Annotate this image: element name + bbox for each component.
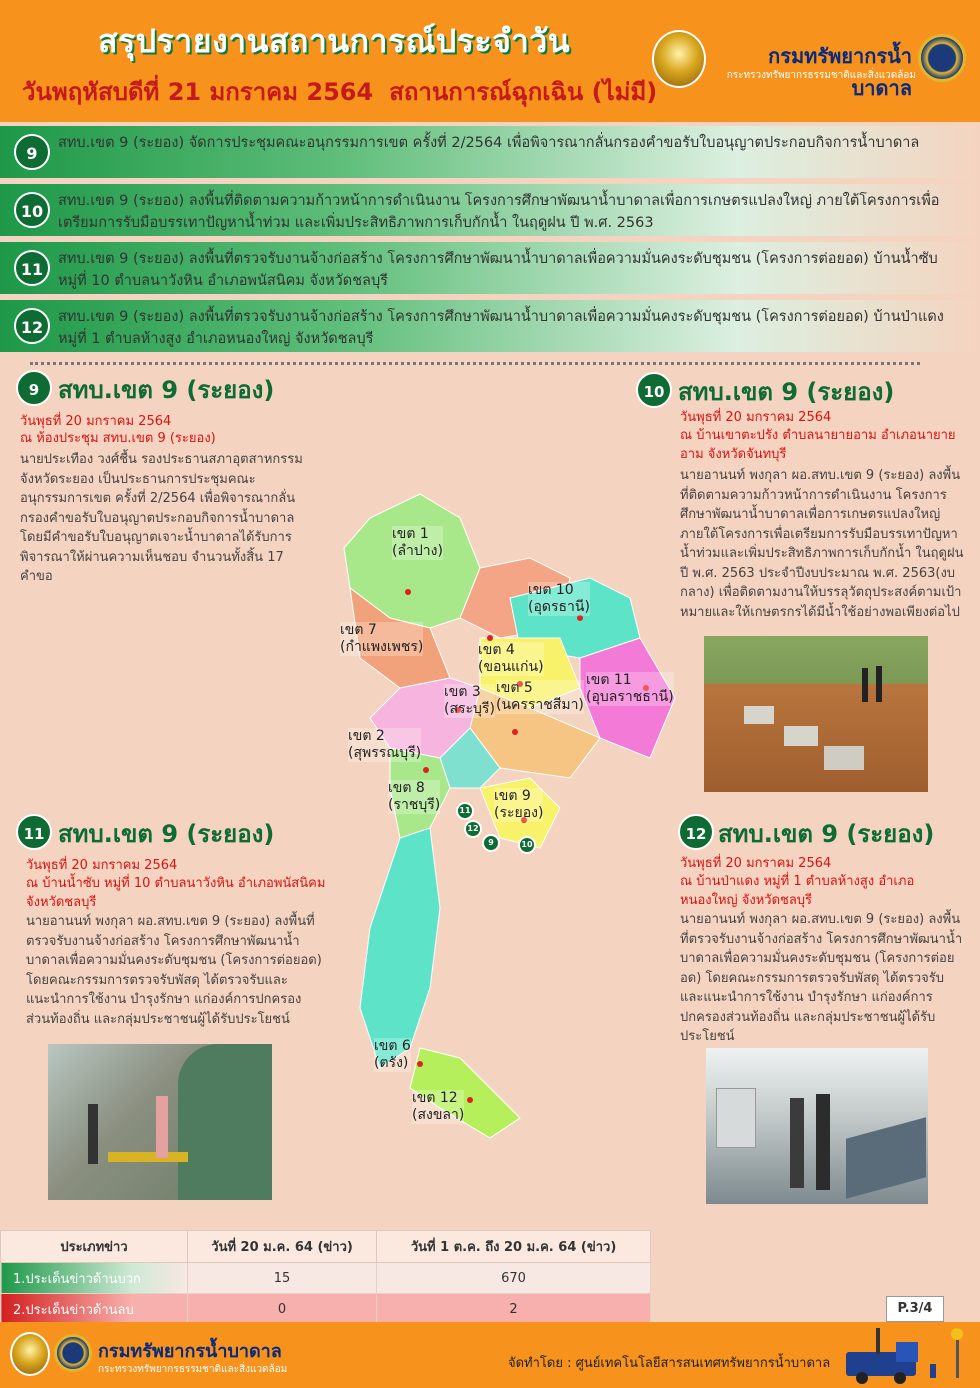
map-label	[496, 680, 584, 714]
map-pin: 9	[482, 834, 500, 852]
section-title: สทบ.เขต 9 (ระยอง)	[58, 376, 275, 404]
concrete-block	[744, 706, 774, 724]
row-category: 2.ประเด็นข่าวด้านลบ	[1, 1294, 188, 1325]
news-item	[0, 184, 980, 236]
column-header: วันที่ 20 ม.ค. 64 (ข่าว)	[187, 1231, 376, 1263]
section-number: 11	[16, 814, 52, 850]
news-number: 10	[14, 192, 50, 228]
person-figure	[862, 668, 868, 702]
zone-8-province: (ราชบุรี)	[388, 797, 441, 813]
news-text: สทบ.เขต 9 (ระยอง) ลงพื้นที่ตรวจรับงานจ้างก่อสร้าง โครงการศึกษาพัฒนาน้ำบาดาลเพื่อความมั่นคงระดับชุมชน (โครงการต่อยอด) บ้านน้ำซับ หมู่ที่ 10 ตำบลนาวังหิน อำเภอพนัสนิคม จังหวัดชลบุรี	[58, 251, 938, 289]
map-label	[528, 582, 590, 616]
concrete-block	[824, 746, 864, 770]
zone-2-label: เขต 2	[348, 728, 385, 744]
column-header: วันที่ 1 ต.ค. ถึง 20 ม.ค. 64 (ข่าว)	[377, 1231, 651, 1263]
zone-5-province: (นครราชสีมา)	[496, 697, 584, 713]
zone-12-province: (สงขลา)	[412, 1107, 465, 1123]
section-body: นายอานนท์ พงกุลา ผอ.สทบ.เขต 9 (ระยอง) ลงพื้นที่ติดตามความก้าวหน้าการดำเนินงาน โครงการศึกษาพัฒนาน้ำบาดาลเพื่อการเกษตรแปลงใหญ่ ภายใต้โครงการเพื่อเตรียมการรับมือบรรเทาปัญหาน้ำท่วมและเพิ่มประสิทธิภาพการเก็บกักน้ำ ในฤดูฝน ปี พ.ศ. 2563 ประจำปีงบประมาณ พ.ศ. 2563(งบกลาง) เพื่อติดตามงานให้บรรลุวัตถุประสงค์ตามเป้าหมายและให้เกษตรกรได้มีน้ำใช้อย่างพอเพียงต่อไป	[680, 468, 964, 620]
ministry-emblem-icon	[54, 1334, 92, 1372]
row-cumulative: 2	[377, 1294, 651, 1325]
section-location: ณ ห้องประชุม สทบ.เขต 9 (ระยอง)	[20, 431, 216, 446]
news-stats-table	[0, 1230, 651, 1325]
zone-7-province: (กำแพงเพชร)	[340, 639, 424, 655]
news-number: 11	[14, 250, 50, 286]
footer-credit: จัดทำโดย : ศูนย์เทคโนโลยีสารสนเทศทรัพยากรน้ำบาดาล	[508, 1356, 831, 1371]
row-cumulative: 670	[377, 1263, 651, 1294]
map-label	[392, 526, 443, 560]
zone-2-province: (สุพรรณบุรี)	[348, 745, 422, 761]
drilling-truck-icon	[846, 1328, 966, 1384]
table-row	[1, 1294, 651, 1325]
section-date: วันพุธที่ 20 มกราคม 2564	[680, 856, 832, 871]
ministry-name: กระทรวงทรัพยากรธรรมชาติและสิ่งแวดล้อม	[726, 70, 916, 81]
water-tank	[178, 1044, 272, 1200]
site-photo-solar-panel	[706, 1048, 928, 1204]
section-divider	[30, 362, 920, 365]
section-date: วันพุธที่ 20 มกราคม 2564	[20, 414, 172, 429]
news-item	[0, 300, 980, 352]
section-date: วันพุธที่ 20 มกราคม 2564	[680, 410, 832, 425]
zone-5-label: เขต 5	[496, 680, 533, 696]
section-location: ณ บ้านเขาตะปรัง ตำบลนายายอาม อำเภอนายายอาม จังหวัดจันทบุรี	[680, 428, 956, 462]
report-date-line	[22, 72, 657, 111]
row-today: 0	[187, 1294, 376, 1325]
map-label	[374, 1038, 411, 1072]
section-number: 9	[16, 370, 52, 406]
map-label	[348, 728, 421, 762]
person-figure	[816, 1094, 830, 1190]
person-figure	[790, 1098, 804, 1188]
zone-10-label: เขต 10	[528, 582, 574, 598]
section-number: 10	[636, 372, 672, 408]
footer-ministry-name: กระทรวงทรัพยากรธรรมชาติและสิ่งแวดล้อม	[98, 1364, 288, 1375]
table-row	[1, 1263, 651, 1294]
table-header-row	[1, 1231, 651, 1263]
news-text: สทบ.เขต 9 (ระยอง) จัดการประชุมคณะอนุกรรมการเขต ครั้งที่ 2/2564 เพื่อพิจารณากลั่นกรองคำขอรับใบอนุญาตประกอบกิจการน้ำบาดาล	[58, 135, 920, 151]
zone-11-province: (อุบลราชธานี)	[586, 689, 674, 705]
control-box	[716, 1088, 756, 1148]
section-title: สทบ.เขต 9 (ระยอง)	[58, 820, 275, 848]
news-text: สทบ.เขต 9 (ระยอง) ลงพื้นที่ติดตามความก้าวหน้าการดำเนินงาน โครงการศึกษาพัฒนาน้ำบาดาลเพื่อการเกษตรแปลงใหญ่ ภายใต้โครงการเพื่อเตรียมการรับมือบรรเทาปัญหาน้ำท่วม และเพิ่มประสิทธิภาพการเก็บกักน้ำ ในฤดูฝน ปี พ.ศ. 2563	[58, 193, 940, 231]
map-label	[412, 1090, 464, 1124]
section-location: ณ บ้านป่าแดง หมู่ที่ 1 ตำบลห้างสูง อำเภอหนองใหญ่ จังหวัดชลบุรี	[680, 874, 915, 908]
map-label	[478, 642, 544, 676]
section-number: 12	[678, 814, 714, 850]
department-name: กรมทรัพยากรน้ำบาดาล	[768, 44, 912, 100]
section-body: นายประเทือง วงศ์ชื้น รองประธานสภาอุตสาหกรรมจังหวัดระยอง เป็นประธานการประชุมคณะอนุกรรมการเขต ครั้งที่ 2/2564 เพื่อพิจารณากลั่นกรองคำขอรับใบอนุญาตประกอบกิจการน้ำบาดาล โดยมีคำขอรับใบอนุญาตเจาะน้ำบาดาลได้รับการพิจารณาให้ผ่านความเห็นชอบ จำนวนทั้งสิ้น 17 คำขอ	[20, 452, 303, 584]
page-footer	[0, 1322, 980, 1388]
zone-9-label: เขต 9	[494, 788, 531, 804]
site-photo-excavation	[704, 636, 928, 792]
map-label	[494, 788, 543, 822]
department-emblem-icon	[10, 1332, 50, 1376]
zone-12-label: เขต 12	[412, 1090, 458, 1106]
zone-1-label: เขต 1	[392, 526, 429, 542]
zone-6-label: เขต 6	[374, 1038, 411, 1054]
map-pin: 12	[464, 820, 482, 838]
footer-department-name: กรมทรัพยากรน้ำบาดาล	[98, 1341, 282, 1362]
zone-3-province: (สระบุรี)	[444, 701, 495, 717]
map-label	[444, 684, 495, 718]
concrete-block	[784, 726, 818, 746]
zone-7-label: เขต 7	[340, 622, 377, 638]
person-figure	[876, 666, 882, 702]
row-category: 1.ประเด็นข่าวด้านบวก	[1, 1263, 188, 1294]
solar-panel	[846, 1117, 926, 1198]
zone-4-province: (ขอนแก่น)	[478, 659, 544, 675]
news-item	[0, 242, 980, 294]
site-photo-water-tank	[48, 1044, 272, 1200]
zone-10-province: (อุดรธานี)	[528, 599, 590, 615]
news-text: สทบ.เขต 9 (ระยอง) ลงพื้นที่ตรวจรับงานจ้างก่อสร้าง โครงการศึกษาพัฒนาน้ำบาดาลเพื่อความมั่นคงระดับชุมชน (โครงการต่อยอด) บ้านป่าแดง หมู่ที่ 1 ตำบลห้างสูง อำเภอหนองใหญ่ จังหวัดชลบุรี	[58, 309, 944, 347]
page-header	[0, 0, 980, 122]
zone-8-label: เขต 8	[388, 780, 425, 796]
department-emblem-icon	[652, 30, 706, 88]
person-figure	[156, 1096, 168, 1158]
zone-4-label: เขต 4	[478, 642, 515, 658]
report-title: สรุปรายงานสถานการณ์ประจำวัน	[98, 22, 571, 60]
zone-6-province: (ตรัง)	[374, 1055, 409, 1071]
report-date: วันพฤหัสบดีที่ 21 มกราคม 2564	[22, 78, 374, 106]
section-body: นายอานนท์ พงกุลา ผอ.สทบ.เขต 9 (ระยอง) ลงพื้นที่ตรวจรับงานจ้างก่อสร้าง โครงการศึกษาพัฒนาน้ำบาดาลเพื่อความมั่นคงระดับชุมชน (โครงการต่อยอด) โดยคณะกรรมการตรวจรับพัสดุ ได้ตรวจรับและแนะนำการใช้งาน บำรุงรักษา แก่องค์การปกครองส่วนท้องถิ่น และกลุ่มประชาชนผู้ได้รับประโยชน์	[680, 912, 963, 1044]
thailand-region-map	[330, 488, 680, 1148]
zone-9-province: (ระยอง)	[494, 805, 544, 821]
news-item	[0, 126, 980, 178]
ministry-emblem-icon	[918, 34, 966, 82]
section-body: นายอานนท์ พงกุลา ผอ.สทบ.เขต 9 (ระยอง) ลงพื้นที่ตรวจรับงานจ้างก่อสร้าง โครงการศึกษาพัฒนาน้ำบาดาลเพื่อความมั่นคงระดับชุมชน (โครงการต่อยอด) โดยคณะกรรมการตรวจรับพัสดุ ได้ตรวจรับและแนะนำการใช้งาน บำรุงรักษา แก่องค์การปกครองส่วนท้องถิ่น และกลุ่มประชาชนผู้ได้รับประโยชน์	[26, 914, 322, 1027]
zone-11-label: เขต 11	[586, 672, 632, 688]
section-date: วันพุธที่ 20 มกราคม 2564	[26, 858, 178, 873]
map-pin: 11	[456, 802, 474, 820]
news-number: 9	[14, 134, 50, 170]
zone-1-province: (ลำปาง)	[392, 543, 443, 559]
person-figure	[88, 1104, 98, 1164]
map-label	[388, 780, 440, 814]
map-label	[340, 622, 423, 656]
zone-3-label: เขต 3	[444, 684, 481, 700]
row-today: 15	[187, 1263, 376, 1294]
section-title: สทบ.เขต 9 (ระยอง)	[678, 378, 895, 406]
column-header: ประเภทข่าว	[1, 1231, 188, 1263]
section-location: ณ บ้านน้ำซับ หมู่ที่ 10 ตำบลนาวังหิน อำเภอพนัสนิคม จังหวัดชลบุรี	[26, 876, 326, 910]
section-title: สทบ.เขต 9 (ระยอง)	[718, 820, 935, 848]
map-pin: 10	[518, 836, 536, 854]
emergency-status: สถานการณ์ฉุกเฉิน (ไม่มี)	[389, 78, 658, 106]
map-label	[586, 672, 674, 706]
pipe	[108, 1152, 188, 1162]
page-number: P.3/4	[886, 1296, 944, 1322]
news-number: 12	[14, 308, 50, 344]
